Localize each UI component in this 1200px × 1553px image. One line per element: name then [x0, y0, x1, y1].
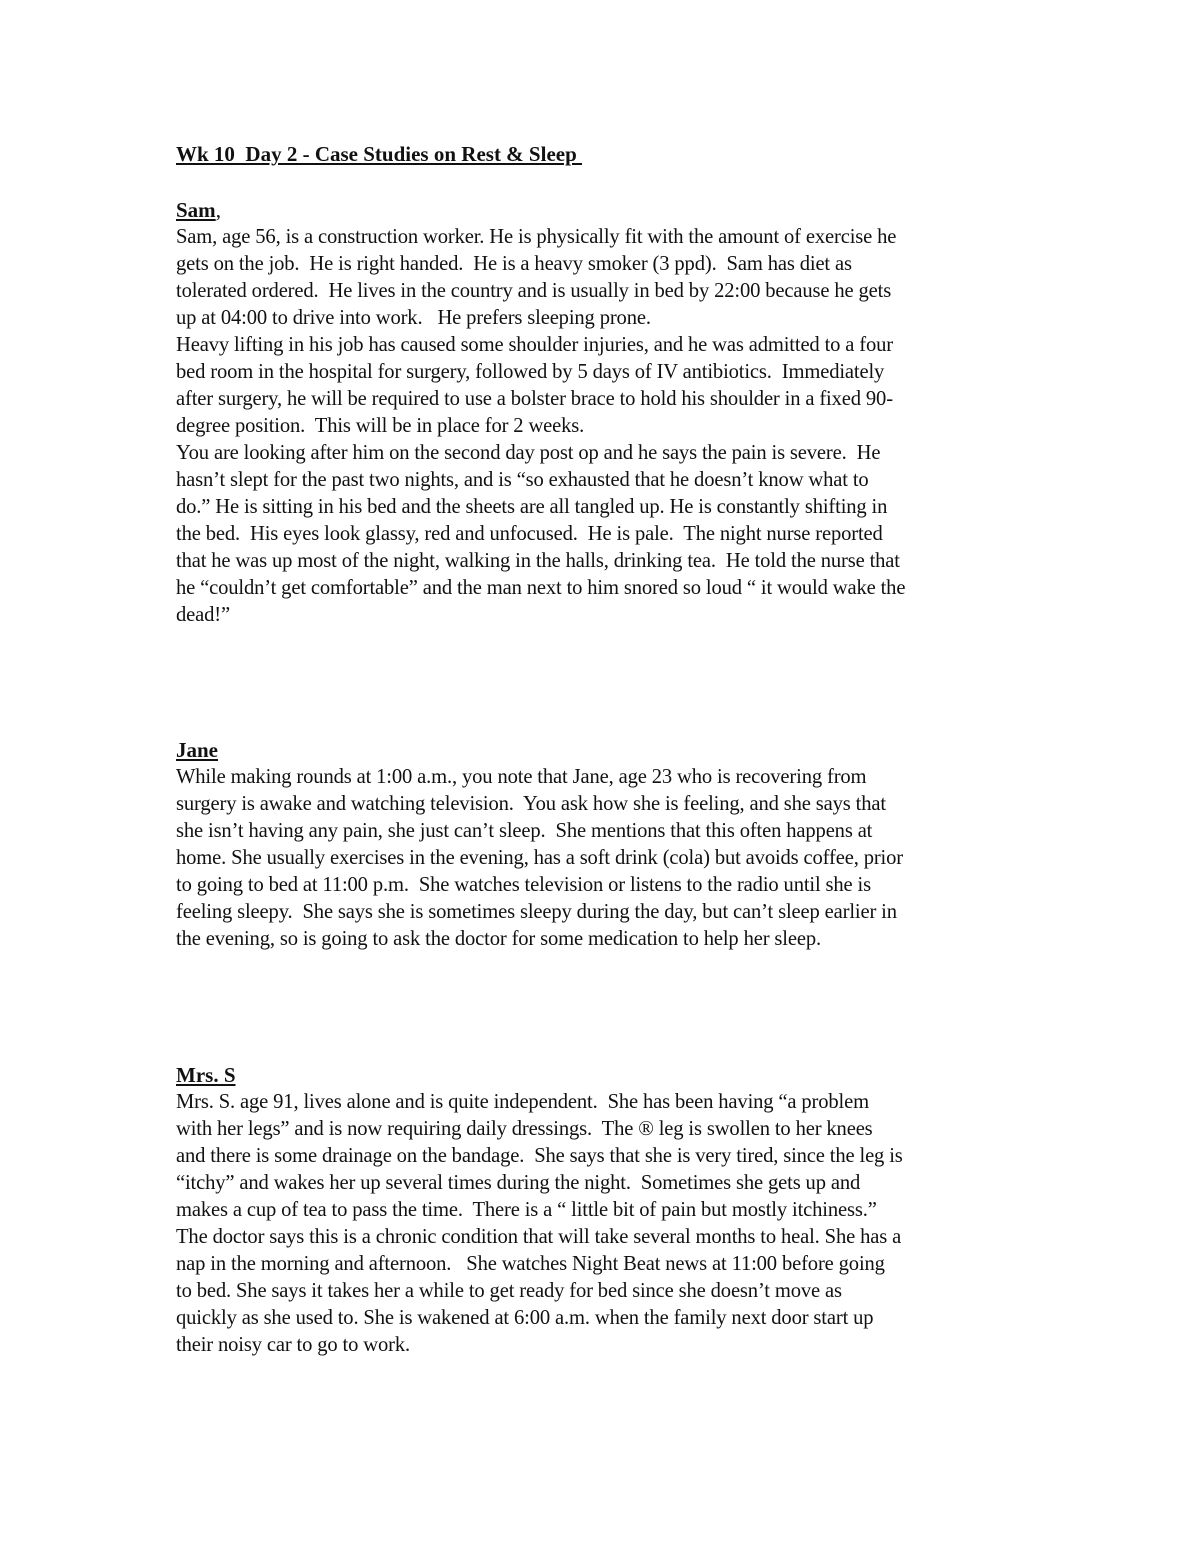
- section-heading-sam: [176, 197, 1046, 224]
- body-line: Sam, age 56, is a construction worker. He is physically fit with the amount of exercise he: [176, 226, 897, 248]
- body-line: Mrs. S. age 91, lives alone and is quite independent. She has been having “a problem: [176, 1091, 869, 1113]
- body-line: tolerated ordered. He lives in the country and is usually in bed by 22:00 because he gets: [176, 280, 892, 302]
- body-line: that he was up most of the night, walking in the halls, drinking tea. He told the nurse that: [176, 550, 900, 572]
- body-line: to bed. She says it takes her a while to get ready for bed since she doesn’t move as: [176, 1280, 842, 1302]
- case-study-mrs-s-body: [176, 1089, 1046, 1359]
- body-line: surgery is awake and watching television. You ask how she is feeling, and she says that: [176, 793, 886, 815]
- body-line: up at 04:00 to drive into work. He prefers sleeping prone.: [176, 307, 651, 329]
- case-study-jane: [176, 737, 1046, 953]
- body-line: she isn’t having any pain, she just can’t sleep. She mentions that this often happens at: [176, 820, 873, 842]
- body-line: nap in the morning and afternoon. She watches Night Beat news at 11:00 before going: [176, 1253, 885, 1275]
- section-heading-sam-comma: ,: [215, 198, 221, 222]
- body-line: makes a cup of tea to pass the time. There is a “ little bit of pain but mostly itchiness.”: [176, 1199, 877, 1221]
- body-line: hasn’t slept for the past two nights, and is “so exhausted that he doesn’t know what to: [176, 469, 869, 491]
- body-line: bed room in the hospital for surgery, followed by 5 days of IV antibiotics. Immediately: [176, 361, 885, 383]
- body-line: the bed. His eyes look glassy, red and unfocused. He is pale. The night nurse reported: [176, 523, 883, 545]
- section-heading-jane: Jane: [176, 738, 218, 762]
- case-study-jane-body: [176, 764, 1046, 953]
- case-study-sam-body: [176, 224, 1046, 629]
- body-line: “itchy” and wakes her up several times during the night. Sometimes she gets up and: [176, 1172, 861, 1194]
- body-line: home. She usually exercises in the evening, has a soft drink (cola) but avoids coffee, prior: [176, 847, 903, 869]
- body-line: You are looking after him on the second day post op and he says the pain is severe. He: [176, 442, 881, 464]
- body-line: with her legs” and is now requiring daily dressings. The ® leg is swollen to her knees: [176, 1118, 873, 1140]
- body-line: the evening, so is going to ask the doctor for some medication to help her sleep.: [176, 928, 821, 950]
- body-line: after surgery, he will be required to use a bolster brace to hold his shoulder in a fixed 90-: [176, 388, 893, 410]
- body-line: he “couldn’t get comfortable” and the man next to him snored so loud “ it would wake the: [176, 577, 906, 599]
- body-line: While making rounds at 1:00 a.m., you note that Jane, age 23 who is recovering from: [176, 766, 867, 788]
- section-heading-mrs-s: Mrs. S: [176, 1063, 236, 1087]
- body-line: degree position. This will be in place for 2 weeks.: [176, 415, 585, 437]
- body-line: Heavy lifting in his job has caused some shoulder injuries, and he was admitted to a four: [176, 334, 893, 356]
- body-line: do.” He is sitting in his bed and the sheets are all tangled up. He is constantly shifting in: [176, 496, 888, 518]
- section-heading-sam-text: Sam: [176, 198, 216, 222]
- case-study-mrs-s: [176, 1062, 1046, 1359]
- body-line: their noisy car to go to work.: [176, 1334, 410, 1356]
- document-title: Wk 10 Day 2 - Case Studies on Rest & Sleep: [176, 142, 583, 166]
- body-line: and there is some drainage on the bandage. She says that she is very tired, since the leg is: [176, 1145, 903, 1167]
- body-line: dead!”: [176, 604, 230, 626]
- body-line: quickly as she used to. She is wakened at 6:00 a.m. when the family next door start up: [176, 1307, 874, 1329]
- case-study-sam: [176, 197, 1046, 629]
- body-line: The doctor says this is a chronic condition that will take several months to heal. She has a: [176, 1226, 902, 1248]
- body-line: feeling sleepy. She says she is sometimes sleepy during the day, but can’t sleep earlier in: [176, 901, 897, 923]
- body-line: gets on the job. He is right handed. He is a heavy smoker (3 ppd). Sam has diet as: [176, 253, 852, 275]
- body-line: to going to bed at 11:00 p.m. She watches television or listens to the radio until she is: [176, 874, 871, 896]
